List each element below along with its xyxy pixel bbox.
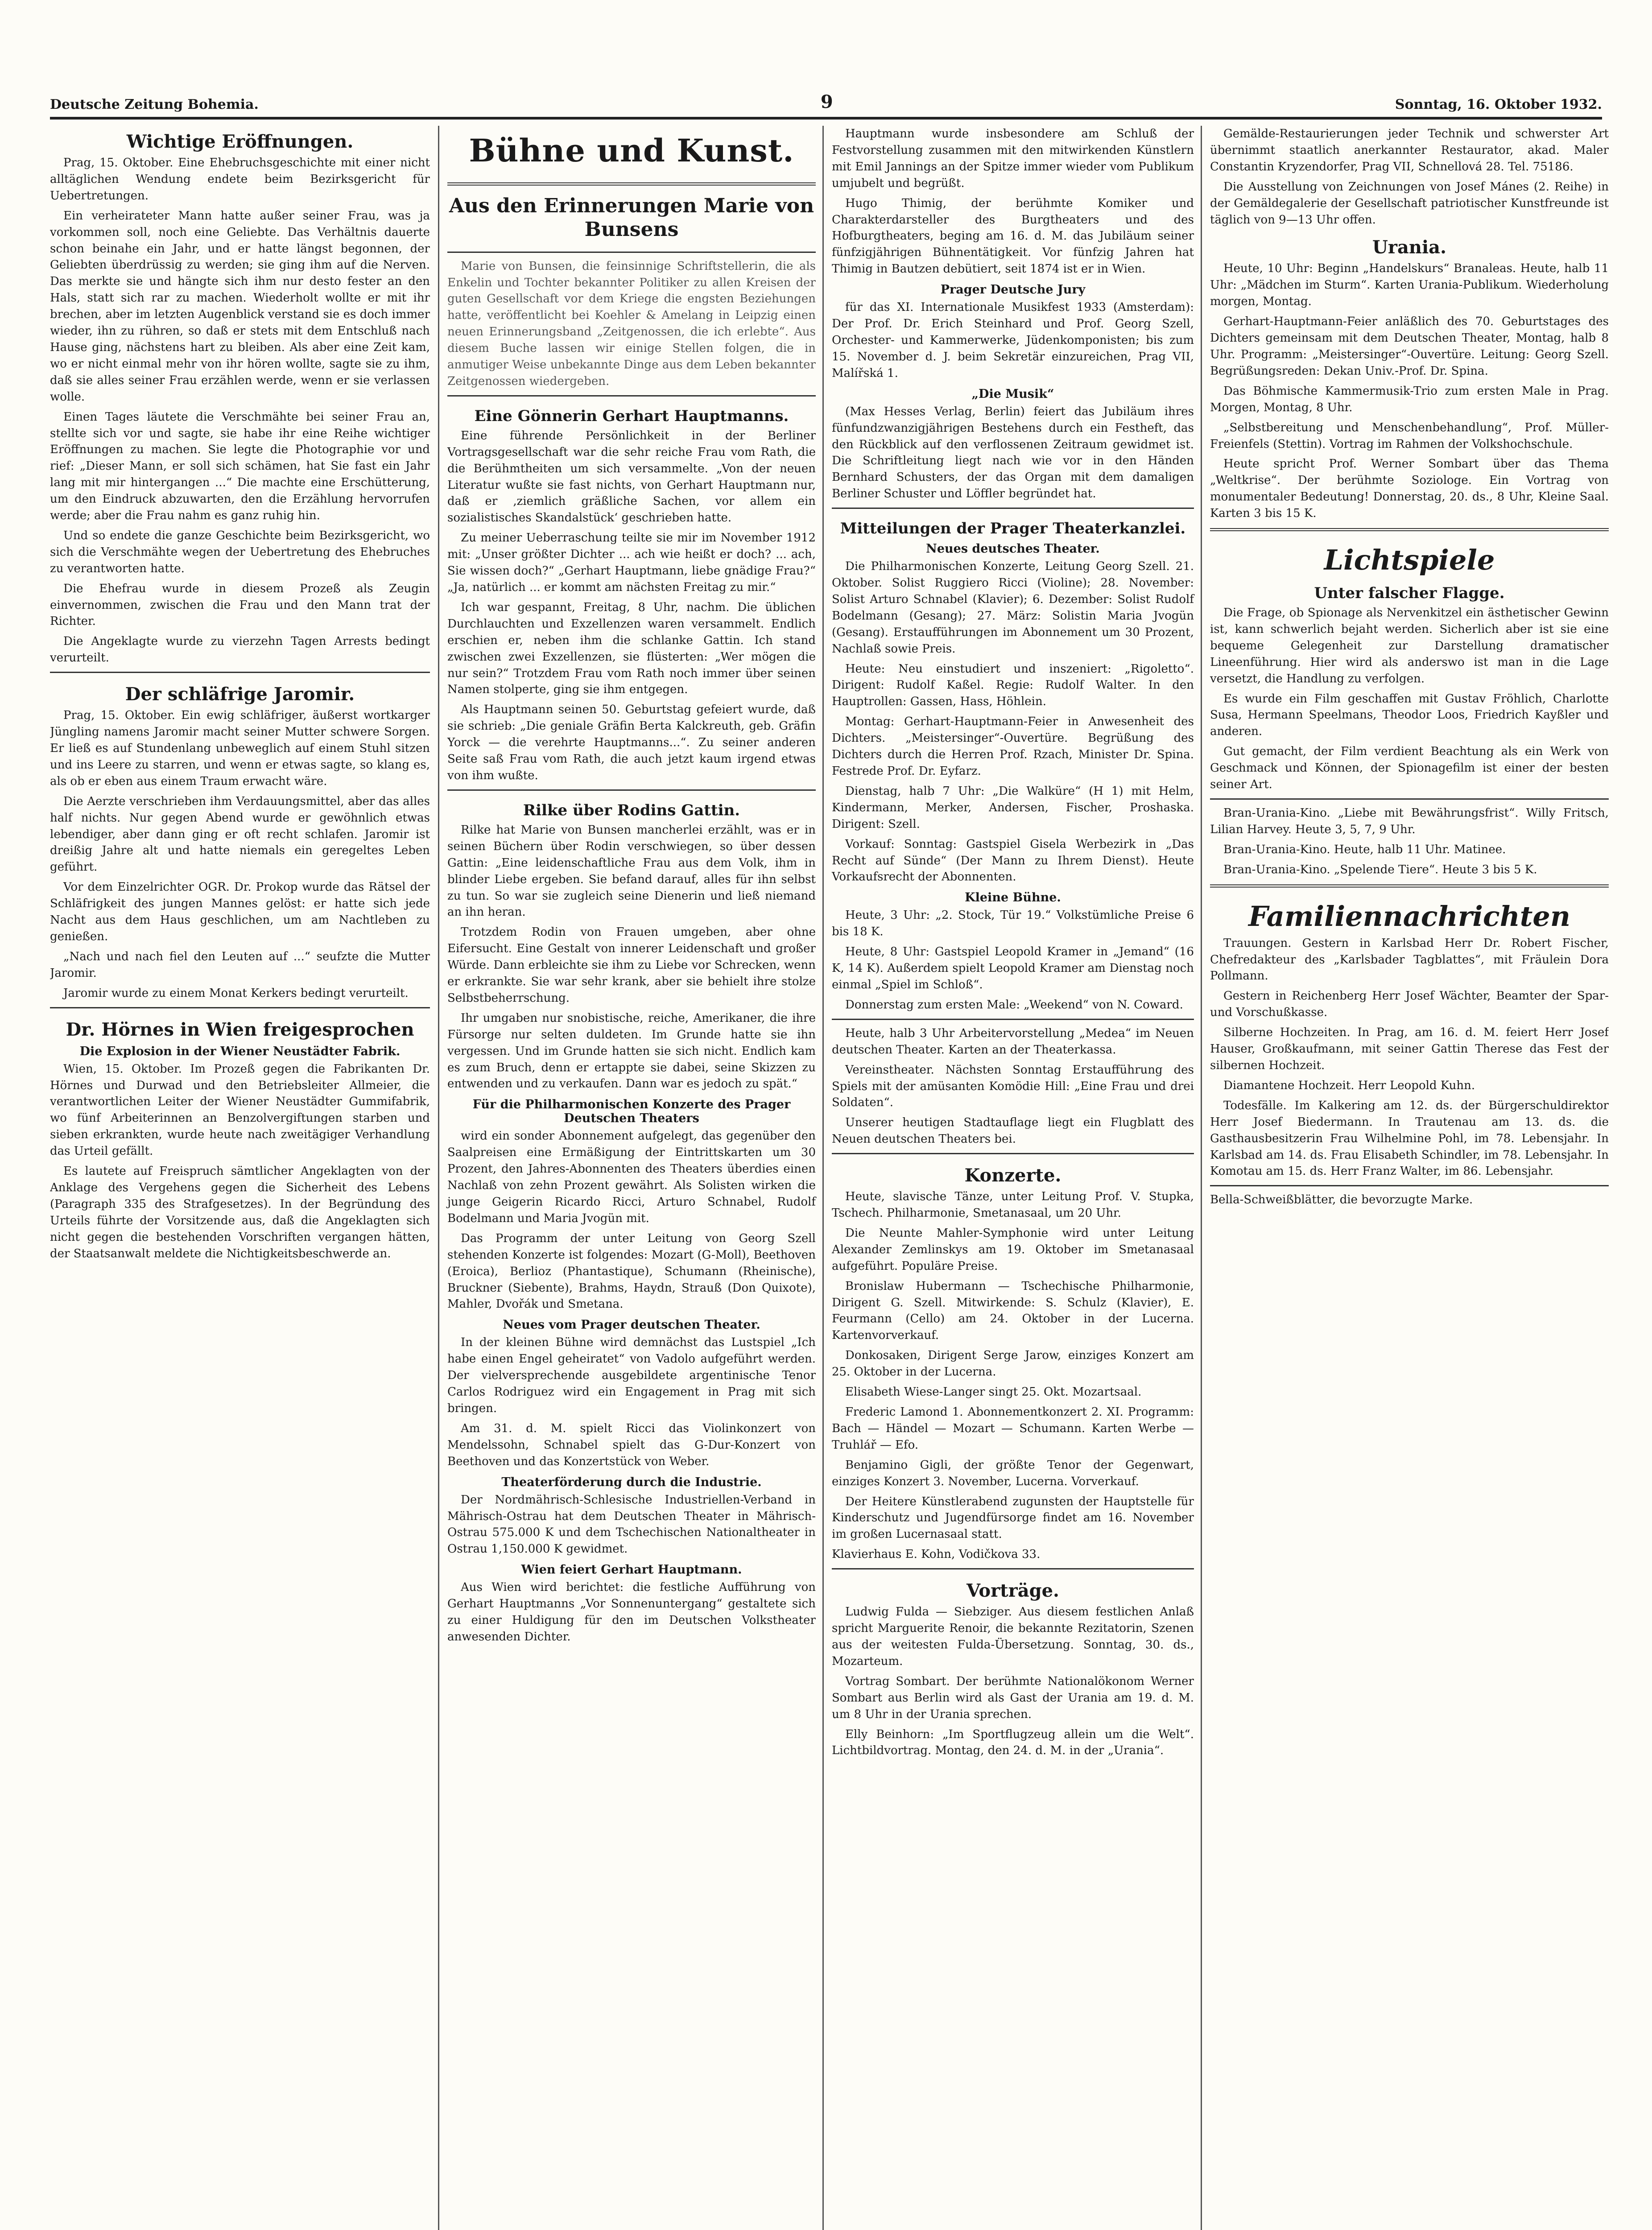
paragraph: Ludwig Fulda — Siebziger. Aus diesem festlichen Anlaß spricht Marguerite Renoir, die bekannte Rezitatorin, Szenen aus der weitesten Fulda-Übersetzung. Sonntag, 30. ds., Mozarteum. [832,1605,1194,1668]
article-title: Dr. Hörnes in Wien freigesprochen [66,1019,414,1040]
article-body [50,707,430,1001]
paragraph: Heute, 10 Uhr: Beginn „Handelskurs“ Branaleas. Heute, halb 11 Uhr: „Mädchen im Sturm“. Karten Urania-Publikum. Wiederholung morgen, Montag. [1210,262,1609,309]
divider [832,1568,1194,1569]
paragraph: Das Programm der unter Leitung von Georg Szell stehenden Konzerte ist folgendes: Mozart (G-Moll), Beethoven (Eroica), Berlioz (Phantastique), Schumann (Rheinische), Bruckner (Siebente), Brahms, Haydn, Strauß (Don Quixote), Mahler, Dvořák und Smetana. [447,1231,816,1311]
article-subtitle: Die Explosion in der Wiener Neustädter Fabrik. [79,1044,401,1058]
paragraph: (Max Hesses Verlag, Berlin) feiert das Jubiläum ihres fünfundzwanzigjährigen Bestehens durch ein Festheft, das den Rückblick auf den verflossenen Zeitraum gewidmet ist. Die Schriftleitung liegt nach wie vor in den Händen Bernhard Schusters, der das Organ mit dem damaligen Berliner Schuster und Löffler begründet hat. [832,405,1194,501]
paragraph: für das XI. Internationale Musikfest 1933 (Amsterdam): Der Prof. Dr. Erich Steinhard und Prof. Georg Szell, Orchester- und Kammerwerke, Jüdenkomponisten; bis zum 15. November d. J. beim Sekretär einzureichen, Prag VII, Malířská 1. [832,301,1194,380]
paragraph: Benjamino Gigli, der größte Tenor der Gegenwart, einziges Konzert 3. November, Lucerna. Vorverkauf. [832,1458,1194,1488]
paragraph: Der Heitere Künstlerabend zugunsten der Hauptstelle für Kinderschutz und Jugendfürsorge findet am 16. November im großen Lucernasaal statt. [832,1495,1194,1541]
paragraph: Vereinstheater. Nächsten Sonntag Erstaufführung des Spiels mit der amüsanten Komödie Hill: „Eine Frau und drei Soldaten“. [832,1063,1194,1110]
advertisement: Klavierhaus E. Kohn, Vodičkova 33. [832,1548,1041,1561]
paragraph: Silberne Hochzeiten. In Prag, am 16. d. M. feiert Herr Josef Hauser, Großkaufmann, mit seiner Gattin Therese das Fest der silbernen Hochzeit. [1210,1026,1609,1072]
paragraph: Prag, 15. Oktober. Eine Ehebruchsgeschichte mit einer nicht alltäglichen Wendung endete beim Bezirksgericht für Uebertretungen. [50,156,430,202]
paragraph: Gestern in Reichenberg Herr Josef Wächter, Beamter der Spar- und Vorschußkasse. [1210,989,1609,1020]
paragraph: Elly Beinhorn: „Im Sportflugzeug allein um die Welt“. Lichtbildvortrag. Montag, den 24. d. M. in der „Urania“. [832,1727,1194,1758]
paragraph: Ein verheirateter Mann hatte außer seiner Frau, was ja vorkommen soll, noch eine Geliebte. Das Verhältnis dauerte schon beinahe ein Jahr, und er hatte längst begonnen, der Geliebten überdrüssig zu werden; sie ging ihm auf die Nerven. Das merkte sie und hängte sich ihm nur desto fester an den Hals, statt sich rar zu machen. Wiederholt wollte er mit ihr brechen, aber im letzten Augenblick verstand sie es doch immer wieder, ihn zu rühren, so daß er stets mit dem Entschluß nach Hause ging, nächstens hart zu bleiben. Als aber eine Zeit kam, wo er nicht einmal mehr von ihr hören wollte, sagte sie zu ihm, daß sie alles seiner Frau erzählen werde, wenn er sie verlassen wolle. [50,209,430,404]
divider [832,508,1194,509]
section-title: Lichtspiele [1324,544,1495,577]
paragraph: Elisabeth Wiese-Langer singt 25. Okt. Mozartsaal. [845,1385,1142,1399]
columns [50,126,1609,2230]
article-title: Für die Philharmonischen Konzerte des Prager Deutschen Theaters [472,1098,791,1126]
article-title: Wichtige Eröffnungen. [126,131,354,152]
article-body [50,155,430,666]
article-title: Wien feiert Gerhart Hauptmann. [521,1563,742,1577]
paragraph: „Selbstbereitung und Menschenbehandlung“, Prof. Müller-Freienfels (Stettin). Vortrag im Rahmen der Volkshochschule. [1210,421,1609,451]
paragraph: Unserer heutigen Stadtauflage liegt ein Flugblatt des Neuen deutschen Theaters bei. [832,1116,1194,1146]
paragraph: Die Philharmonischen Konzerte, Leitung Georg Szell. 21. Oktober. Solist Ruggiero Ricci (Violine); 28. November: Solist Arturo Schnabel (Klavier); 6. Dezember: Solist Rudolf Bodelmann (Gesang); 27. März: Solistin Maria Jvogün (Gesang). Erstaufführungen im Abonnement um 30 Prozent, Nachlaß sowie Preis. [832,560,1194,656]
article-title: Vorträge. [966,1580,1059,1602]
divider [1210,1185,1609,1186]
article-subtitle: Neues deutsches Theater. [926,542,1100,556]
paragraph: Es wurde ein Film geschaffen mit Gustav Fröhlich, Charlotte Susa, Hermann Speelmans, Theodor Loos, Friedrich Kayßler und anderen. [1210,692,1609,739]
paragraph: Aus Wien wird berichtet: die festliche Aufführung von Gerhart Hauptmanns „Vor Sonnenuntergang“ gestaltete sich zu einer Huldigung für den im Deutschen Volkstheater anwesenden Dichter. [447,1581,816,1644]
paragraph: Heute, 8 Uhr: Gastspiel Leopold Kramer in „Jemand“ (16 K, 14 K). Außerdem spielt Leopold Kramer am Dienstag noch einmal „Spiel im Schloß“. [832,945,1194,991]
paragraph: Als Hauptmann seinen 50. Geburtstag gefeiert wurde, daß sie schrieb: „Die geniale Gräfin Berta Kalckreuth, geb. Gräfin Yorck — die verehrte Hauptmanns...“. Zu seiner anderen Seite saß Frau vom Rath, die auch jetzt kaum irgend etwas von ihm wußte. [447,703,816,782]
paragraph: Prag, 15. Oktober. Ein ewig schläfriger, äußerst wortkarger Jüngling namens Jaromir macht seiner Mutter schwere Sorgen. Er ließ es auf Stundenlang unbeweglich auf einem Stuhl sitzen und ins Leere zu starren, und wenn er etwas sagte, so klang es, als ob er eben aus einem Traum erwacht wäre. [50,709,430,788]
paragraph: Wien, 15. Oktober. Im Prozeß gegen die Fabrikanten Dr. Hörnes und Durwad und den Betriebsleiter Allmeier, die verantwortlichen Leiter der Wiener Neustädter Gummifabrik, wo fünf Arbeiterinnen an Benzolvergiftungen starben und sieben erkrankten, wurde heute nach zweitägiger Verhandlung das Urteil gefällt. [50,1062,430,1158]
paragraph: Die Frage, ob Spionage als Nervenkitzel ein ästhetischer Gewinn ist, kann schwerlich bejaht werden. Sicherlich aber ist sie eine bequeme Gelegenheit zur Darstellung dramatischer Lineenführung. Hier wird als anderswo ist man in die Lage versetzt, die Handlung zu verfolgen. [1210,606,1609,686]
article-title: Aus den Erinnerungen Marie von Bunsens [449,194,814,241]
divider [1210,884,1609,888]
paragraph: Der Nordmährisch-Schlesische Industriellen-Verband in Mährisch-Ostrau hat dem Deutschen Theater in Mährisch-Ostrau 575.000 K und dem Tschechischen Nationaltheater in Ostrau 1,150.000 K gewidmet. [447,1493,816,1556]
paragraph: Ihr umgaben nur snobistische, reiche, Amerikaner, die ihre Fürsorge nur selten duldeten. Im Grunde hatte sie ihn vergessen. Und im Grunde hatten sie sich nicht. Endlich kam es zum Bruch, denn er ertappte sie dabei, seine Skizzen zu entwenden und zu verkaufen. Dann war es jedoch zu spät.“ [447,1011,816,1091]
paragraph: Heute: Neu einstudiert und inszeniert: „Rigoletto“. Dirigent: Rudolf Kaßel. Regie: Rudolf Walter. In den Hauptrollen: Gassen, Hass, Höhlein. [832,662,1194,709]
divider [1210,528,1609,531]
paragraph: Jaromir wurde zu einem Monat Kerkers bedingt verurteilt. [63,986,409,1000]
paragraph: Zu meiner Ueberraschung teilte sie mir im November 1912 mit: „Unser größter Dichter ... ach wie heißt er doch? ... ach, Sie wissen doch?“ „Gerhart Hauptmann, liebe gnädige Frau?“ „Ja, natürlich ... er kommt am nächsten Freitag zu mir.“ [447,531,816,594]
paragraph: Gemälde-Restaurierungen jeder Technik und schwerster Art übernimmt staatlich anerkannter Restaurator, akad. Maler Constantin Kryzendorfer, Prag VII, Schnellová 28. Tel. 75186. [1210,127,1609,173]
paragraph: Bran-Urania-Kino. Heute, halb 11 Uhr. Matinee. [1223,842,1506,856]
paragraph: Heute, halb 3 Uhr Arbeitervorstellung „Medea“ im Neuen deutschen Theater. Karten an der Theaterkassa. [832,1026,1194,1057]
issue-date: Sonntag, 16. Oktober 1932. [1395,97,1602,112]
divider [447,789,816,791]
paragraph: Eine führende Persönlichkeit in der Berliner Vortragsgesellschaft war die sehr reiche Frau vom Rath, die die Berühmtheiten um sich versammelte. „Von der neuen Literatur wußte sie fast nichts, von Gerhart Hauptmann nur, daß er ‚ziemlich gräßliche Sachen, vor allem ein sozialistisches Skandalstück‘ geschrieben hatte. [447,429,816,525]
paragraph: Es lautete auf Freispruch sämtlicher Angeklagten von der Anklage des Vergehens gegen die Sicherheit des Lebens (Paragraph 335 des Strafgesetzes). In der Begründung des Urteils führte der Vorsitzende aus, daß die Angeklagten sich nicht gegen die bestehenden Vorschriften vergangen hätten, der Staatsanwalt meldete die Nichtigkeitsbeschwerde an. [50,1165,430,1260]
newspaper-title: Deutsche Zeitung Bohemia. [50,97,259,112]
section-title: Familiennachrichten [1248,900,1570,933]
divider [50,1007,430,1008]
article-title: Eine Gönnerin Gerhart Hauptmanns. [474,407,789,425]
page-header [50,86,1602,120]
divider [447,395,816,396]
article-title: Rilke über Rodins Gattin. [523,801,740,819]
article-title: Kleine Bühne. [965,891,1061,905]
divider [1210,798,1609,800]
paragraph: Rilke hat Marie von Bunsen mancherlei erzählt, was er in seinen Büchern über Rodin verschwiegen, so über dessen Gattin: „Eine leidenschaftliche Frau aus dem Volk, ihm in blinder Liebe ergeben. Sie befand darauf, alles für ihn selbst zu tun. So war sie zugleich seine Dienerin und ließ niemand an ihn heran. [447,823,816,919]
paragraph: Das Böhmische Kammermusik-Trio zum ersten Male in Prag. Morgen, Montag, 8 Uhr. [1210,384,1609,414]
article-title: „Die Musik“ [971,387,1054,401]
paragraph: Frederic Lamond 1. Abonnementkonzert 2. XI. Programm: Bach — Händel — Mozart — Schumann. Karten Werbe — Truhlář — Efo. [832,1405,1194,1452]
column-4 [1201,126,1609,2230]
paragraph: Die Angeklagte wurde zu vierzehn Tagen Arrests bedingt verurteilt. [50,635,430,665]
paragraph: Bran-Urania-Kino. „Spelende Tiere“. Heute 3 bis 5 K. [1223,863,1537,876]
article-title: Theaterförderung durch die Industrie. [501,1475,762,1489]
paragraph: Heute, 3 Uhr: „2. Stock, Tür 19.“ Volkstümliche Preise 6 bis 18 K. [832,909,1194,939]
article-title: Konzerte. [964,1165,1061,1186]
paragraph: Dienstag, halb 7 Uhr: „Die Walküre“ (H 1) mit Helm, Kindermann, Merker, Andersen, Fischer, Proshaska. Dirigent: Szell. [832,784,1194,831]
advertisement: Bella-Schweißblätter, die bevorzugte Marke. [1210,1193,1473,1207]
paragraph: Gut gemacht, der Film verdient Beachtung als ein Werk von Geschmack und Können, der Spionagefilm ist einer der besten seiner Art. [1210,745,1609,792]
paragraph: Die Neunte Mahler-Symphonie wird unter Leitung Alexander Zemlinskys am 19. Oktober im Smetanasaal aufgeführt. Populäre Preise. [832,1226,1194,1273]
article-title: Mitteilungen der Prager Theaterkanzlei. [840,520,1186,538]
article-title: Urania. [1372,237,1446,258]
paragraph: Einen Tages läutete die Verschmähte bei seiner Frau an, stellte sich vor und sagte, sie habe ihr eine Reihe wichtiger Eröffnungen zu machen. Sie legte die Photographie vor und rief: „Dieser Mann, er soll sich schämen, hat Sie fast ein Jahr lang mit mir hintergangen ...“ Die machte eine Erschütterung, um den Eindruck abzuwarten, den die Erzählung hervorrufen werde; aber die Frau nahm es ganz ruhig hin. [50,410,430,523]
article-body [50,1061,430,1262]
paragraph: Heute spricht Prof. Werner Sombart über das Thema „Weltkrise“. Der berühmte Soziologe. Ein Vortrag von monumentaler Bedeutung! Donnerstag, 20. ds., 8 Uhr, Kleine Saal. Karten 3 bis 15 K. [1210,457,1609,520]
paragraph: Bran-Urania-Kino. „Liebe mit Bewährungsfrist“. Willy Fritsch, Lilian Harvey. Heute 3, 5, 7, 9 Uhr. [1210,806,1609,836]
paragraph: Bronislaw Hubermann — Tschechische Philharmonie, Dirigent G. Szell. Mitwirkende: S. Schulz (Klavier), E. Feurmann (Cello) am 24. Oktober in der Lucerna. Kartenvorverkauf. [832,1279,1194,1342]
paragraph: Die Aerzte verschrieben ihm Verdauungsmittel, aber das alles half nichts. Nur gegen Abend wurde er gewöhnlich etwas lebendiger, aber dann ging er oft recht schlafen. Jaromir ist dreißig Jahre alt und hatte niemals ein geregeltes Leben geführt. [50,794,430,874]
paragraph: Vor dem Einzelrichter OGR. Dr. Prokop wurde das Rätsel der Schläfrigkeit des jungen Mannes gelöst: er hatte sich jede Nacht aus dem Haus geschlichen, um am Nachtleben zu genießen. [50,880,430,943]
paragraph: Hauptmann wurde insbesondere am Schluß der Festvorstellung zusammen mit den mitwirkenden Künstlern mit Emil Jannings an der Spitze immer wieder vom Publikum umjubelt und begrüßt. [832,127,1194,190]
paragraph: Vorkauf: Sonntag: Gastspiel Gisela Werbezirk in „Das Recht auf Sünde“ (Der Mann zu Ihrem Dienst). Heute Vorkaufsrecht der Abonnenten. [832,837,1194,884]
divider [447,252,816,253]
paragraph: Gerhart-Hauptmann-Feier anläßlich des 70. Geburtstages des Dichters gemeinsam mit dem Deutschen Theater, Montag, halb 8 Uhr. Programm: „Meistersinger“-Ouvertüre. Leitung: Georg Szell. Begrüßungsreden: Dekan Univ.-Prof. Dr. Spina. [1210,315,1609,378]
paragraph: Hugo Thimig, der berühmte Komiker und Charakterdarsteller des Burgtheaters und des Hofburgtheaters, beging am 16. d. M. das Jubiläum seiner fünfzigjährigen Bühnentätigkeit. Vor fünfzig Jahren hat Thimig in Bautzen debütiert, seit 1874 ist er in Wien. [832,196,1194,276]
paragraph: „Nach und nach fiel den Leuten auf ...“ seufzte die Mutter Jaromir. [50,950,430,980]
paragraph: Todesfälle. Im Kalkering am 12. ds. der Bürgerschuldirektor Herr Josef Biedermann. In Trautenau am 13. ds. die Gasthausbesitzerin Frau Wilhelmine Pohl, im 78. Lebensjahr. In Karlsbad am 14. ds. Frau Elisabeth Schindler, im 78. Lebensjahr. In Komotau am 15. ds. Herr Franz Walter, im 86. Lebensjahr. [1210,1098,1609,1178]
paragraph: Montag: Gerhart-Hauptmann-Feier in Anwesenheit des Dichters. „Meistersinger“-Ouvertüre. Begrüßung des Dichters durch die Herren Prof. Rzach, Minister Dr. Spina. Festrede Prof. Dr. Eyfarz. [832,715,1194,778]
paragraph: Donnerstag zum ersten Male: „Weekend“ von N. Coward. [845,998,1183,1012]
article-title: Prager Deutsche Jury [940,283,1086,297]
article-title: Unter falscher Flagge. [1314,584,1505,603]
paragraph: Heute, slavische Tänze, unter Leitung Prof. V. Stupka, Tschech. Philharmonie, Smetanasaal, um 20 Uhr. [832,1190,1194,1220]
article-title: Neues vom Prager deutschen Theater. [503,1318,760,1332]
paragraph: Diamantene Hochzeit. Herr Leopold Kuhn. [1223,1078,1475,1092]
paragraph: Ich war gespannt, Freitag, 8 Uhr, nachm. Die üblichen Durchlauchten und Exzellenzen waren versammelt. Endlich erschien er, neben ihm die schlanke Gattin. Ich stand zwischen zwei Exzellenzen, sie flüsterten: „Wer mögen die nur sein?“ Trotzdem Frau vom Rath noch immer über seinen Namen stolperte, ging sie ihm entgegen. [447,600,816,697]
paragraph: Vortrag Sombart. Der berühmte Nationalökonom Werner Sombart aus Berlin wird als Gast der Urania am 19. d. M. um 8 Uhr in der Urania sprechen. [832,1674,1194,1721]
paragraph: In der kleinen Bühne wird demnächst das Lustspiel „Ich habe einen Engel geheiratet“ von Vadolo aufgeführt werden. Der vielversprechende ausgebildete argentinische Tenor Carlos Rodriguez wird ein Engagement in Prag mit sich bringen. [447,1336,816,1415]
paragraph: wird ein sonder Abonnement aufgelegt, das gegenüber den Saalpreisen eine Ermäßigung der Eintrittskarten um 30 Prozent, den Jahres-Abonnenten des Theaters überdies einen Nachlaß von zehn Prozent gewährt. Als Solisten wirken die junge Geigerin Ricardo Ricci, Arturo Schnabel, Rudolf Bodelmann und Maria Jvogün mit. [447,1129,816,1225]
paragraph: Donkosaken, Dirigent Serge Jarow, einziges Konzert am 25. Oktober in der Lucerna. [832,1349,1194,1379]
paragraph: Die Ausstellung von Zeichnungen von Josef Mánes (2. Reihe) in der Gemäldegalerie der Gesellschaft patriotischer Kunstfreunde ist täglich von 9—13 Uhr offen. [1210,180,1609,227]
paragraph: Marie von Bunsen, die feinsinnige Schriftstellerin, die als Enkelin und Tochter bekannter Politiker zu allen Kreisen der guten Gesellschaft vor dem Kriege die engsten Beziehungen hatte, veröffentlicht bei Koehler & Amelang in Leipzig einen neuen Erinnerungsband „Zeitgenossen, die ich erlebte“. Aus diesem Buche lassen wir einige Stellen folgen, die in anmutiger Weise unbekannte Dinge aus dem Leben bekannter Zeitgenossen wiedergeben. [447,259,816,388]
article-title: Der schläfrige Jaromir. [125,684,355,705]
column-2 [438,126,824,2230]
paragraph: Und so endete die ganze Geschichte beim Bezirksgericht, wo sich die Verschmähte wegen der Uebertretung des Ehebruches zu verantworten hatte. [50,529,430,575]
column-1 [50,126,438,2230]
paragraph: Am 31. d. M. spielt Ricci das Violinkonzert von Mendelssohn, Schnabel spielt das G-Dur-Konzert von Beethoven und das Konzertstück von Weber. [447,1421,816,1468]
paragraph: Trotzdem Rodin von Frauen umgeben, aber ohne Eifersucht. Eine Gestalt von innerer Leidenschaft und großer Würde. Dann erbleichte sie ihm zu Liebe vor Schrecken, wenn er erkrankte. Sie war sehr krank, aber sie behielt ihre stolze Selbstbeherrschung. [447,925,816,1005]
paragraph: Trauungen. Gestern in Karlsbad Herr Dr. Robert Fischer, Chefredakteur des „Karlsbader Tagblattes“, mit Fräulein Dora Pollmann. [1210,936,1609,983]
section-title: Bühne und Kunst. [469,132,794,169]
column-3 [822,126,1202,2230]
paragraph: Die Ehefrau wurde in diesem Prozeß als Zeugin einvernommen, zwischen die Frau und den Mann trat der Richter. [50,582,430,628]
divider [447,182,816,186]
divider [50,672,430,673]
divider [832,1153,1194,1154]
page-number: 9 [820,91,833,112]
divider [832,1019,1194,1020]
